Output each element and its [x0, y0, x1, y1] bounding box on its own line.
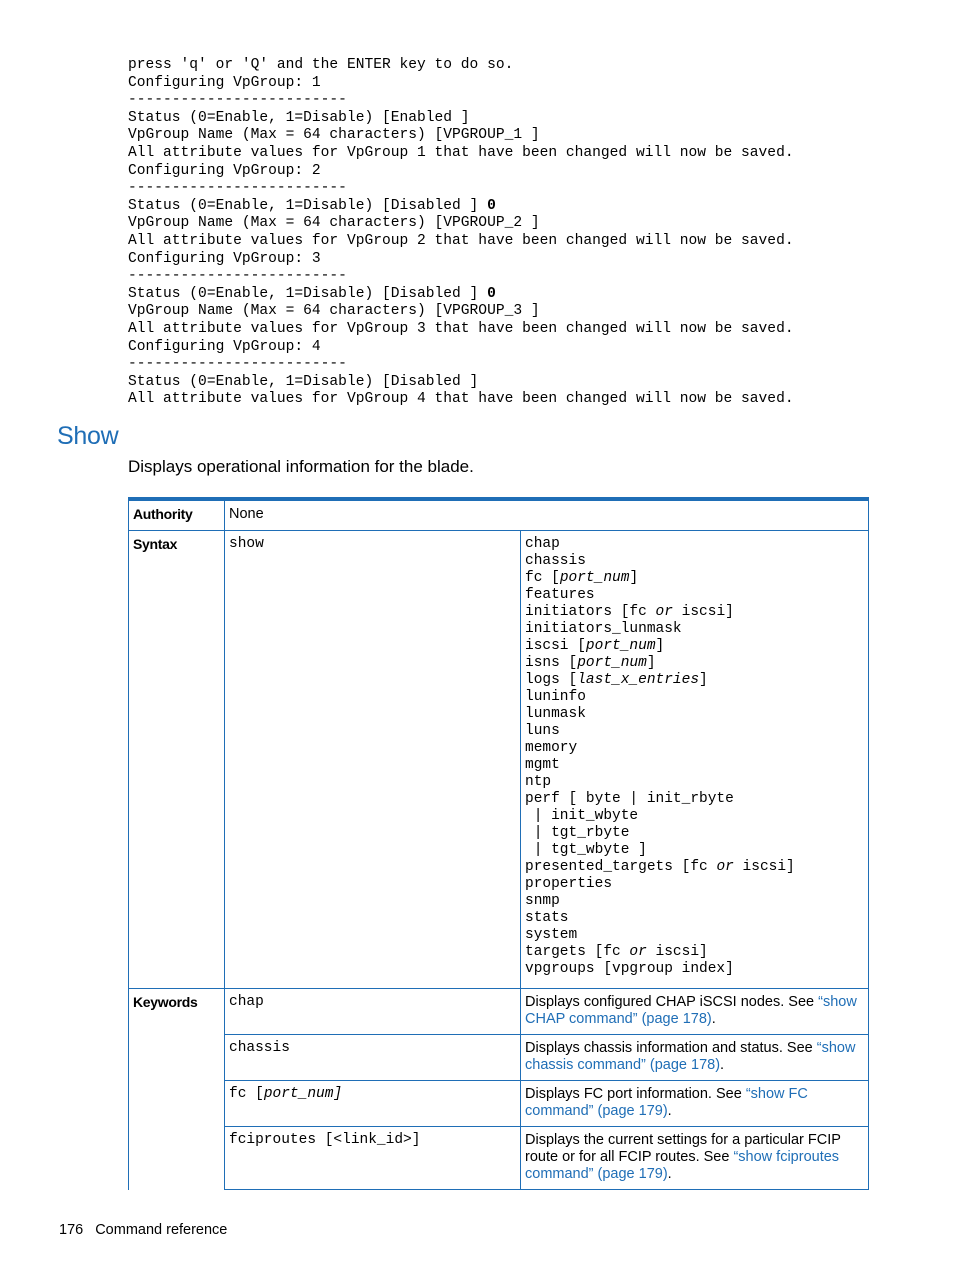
keyword-description: Displays chassis information and status. See “show chassis command” (page 178).: [521, 1035, 869, 1081]
syntax-command: show: [225, 531, 521, 989]
code-line: [128, 127, 794, 145]
keyword-row: [129, 1127, 869, 1190]
syntax-option: lunmask: [525, 706, 586, 722]
syntax-option: isns [port_num]: [525, 655, 656, 671]
syntax-option: snmp: [525, 893, 560, 909]
keyword-row: [129, 1081, 869, 1127]
section-intro: Displays operational information for the blade.: [128, 457, 474, 476]
command-table: [128, 497, 869, 1190]
syntax-option: | init_wbyte: [525, 808, 639, 824]
syntax-row: [129, 531, 869, 989]
code-text: -------------------------: [128, 268, 347, 285]
code-line: [128, 339, 794, 357]
code-line: [128, 145, 794, 163]
syntax-option: fc [port_num]: [525, 570, 639, 586]
syntax-option: mgmt: [525, 757, 560, 773]
section-title: Show: [57, 422, 119, 450]
code-text: Configuring VpGroup: 1: [128, 74, 321, 91]
syntax-option: initiators_lunmask: [525, 621, 682, 637]
syntax-option: luns: [525, 723, 560, 739]
code-text: -------------------------: [128, 92, 347, 109]
syntax-option: initiators [fc or iscsi]: [525, 604, 734, 620]
cross-reference-link[interactable]: “show fciproutes command” (page 179): [525, 1149, 840, 1182]
keyword-description: Displays FC port information. See “show FC command” (page 179).: [521, 1081, 869, 1127]
authority-row: [129, 499, 869, 531]
code-line: [128, 321, 794, 339]
cross-reference-link[interactable]: “show chassis command” (page 178): [525, 1040, 856, 1073]
code-text: All attribute values for VpGroup 4 that have been changed will now be saved.: [128, 391, 794, 408]
code-line: [128, 75, 794, 93]
syntax-option: luninfo: [525, 689, 586, 705]
syntax-option: chassis: [525, 553, 586, 569]
code-text: VpGroup Name (Max = 64 characters) [VPGROUP_3 ]: [128, 303, 540, 320]
syntax-option: iscsi [port_num]: [525, 638, 665, 654]
keyword-row: [129, 1035, 869, 1081]
code-block: [128, 57, 794, 409]
code-text: All attribute values for VpGroup 1 that have been changed will now be saved.: [128, 144, 794, 161]
code-line: [128, 233, 794, 251]
code-text: Configuring VpGroup: 2: [128, 162, 321, 179]
keyword-description: Displays the current settings for a particular FCIP route or for all FCIP routes. See “show fciproutes command” (page 179).: [521, 1127, 869, 1190]
syntax-option: logs [last_x_entries]: [525, 672, 708, 688]
keyword-row: [129, 989, 869, 1035]
code-line: [128, 251, 794, 269]
keyword-name: chassis: [225, 1035, 521, 1081]
syntax-option: targets [fc or iscsi]: [525, 944, 708, 960]
cross-reference-link[interactable]: “show CHAP command” (page 178): [525, 994, 857, 1027]
code-line: [128, 57, 794, 75]
code-line: [128, 303, 794, 321]
code-text: Configuring VpGroup: 4: [128, 338, 321, 355]
code-line: [128, 286, 794, 304]
code-line: [128, 163, 794, 181]
syntax-option: stats: [525, 910, 569, 926]
code-line: [128, 198, 794, 216]
code-text: VpGroup Name (Max = 64 characters) [VPGROUP_2 ]: [128, 215, 540, 232]
code-line: [128, 374, 794, 392]
keyword-description: Displays configured CHAP iSCSI nodes. See “show CHAP command” (page 178).: [521, 989, 869, 1035]
code-text: Configuring VpGroup: 3: [128, 250, 321, 267]
syntax-option: perf [ byte | init_rbyte: [525, 791, 734, 807]
code-text: All attribute values for VpGroup 3 that have been changed will now be saved.: [128, 320, 794, 337]
syntax-option: features: [525, 587, 595, 603]
code-line: [128, 215, 794, 233]
code-line: [128, 180, 794, 198]
cross-reference-link[interactable]: “show FC command” (page 179): [525, 1086, 808, 1119]
syntax-option: | tgt_wbyte ]: [525, 842, 647, 858]
user-input: 0: [487, 285, 496, 302]
keyword-name: fc [port_num]: [225, 1081, 521, 1127]
syntax-option: | tgt_rbyte: [525, 825, 630, 841]
syntax-option: system: [525, 927, 578, 943]
keywords-label: Keywords: [129, 989, 225, 1190]
code-line: [128, 356, 794, 374]
user-input: 0: [487, 197, 496, 214]
code-line: [128, 110, 794, 128]
syntax-option: properties: [525, 876, 613, 892]
footer-section: Command reference: [95, 1222, 228, 1238]
code-text: All attribute values for VpGroup 2 that have been changed will now be saved.: [128, 232, 794, 249]
syntax-option: ntp: [525, 774, 552, 790]
keyword-name: chap: [225, 989, 521, 1035]
syntax-option: chap: [525, 536, 560, 552]
code-text: -------------------------: [128, 180, 347, 197]
authority-label: Authority: [129, 499, 225, 531]
code-text: VpGroup Name (Max = 64 characters) [VPGROUP_1 ]: [128, 127, 540, 144]
page-footer: [59, 1222, 239, 1238]
code-line: [128, 92, 794, 110]
syntax-option: memory: [525, 740, 578, 756]
syntax-options: [521, 531, 869, 989]
page-number: 176: [59, 1222, 84, 1238]
keyword-name: fciproutes [<link_id>]: [225, 1127, 521, 1190]
code-line: [128, 268, 794, 286]
code-text: -------------------------: [128, 356, 347, 373]
code-text: Status (0=Enable, 1=Disable) [Enabled ]: [128, 109, 470, 126]
syntax-label: Syntax: [129, 531, 225, 989]
authority-value: None: [225, 499, 869, 531]
code-text: Status (0=Enable, 1=Disable) [Disabled ]: [128, 373, 479, 390]
code-text: Status (0=Enable, 1=Disable) [Disabled ]: [128, 197, 488, 214]
syntax-option: presented_targets [fc or iscsi]: [525, 859, 795, 875]
code-text: Status (0=Enable, 1=Disable) [Disabled ]: [128, 285, 488, 302]
syntax-option: vpgroups [vpgroup index]: [525, 961, 734, 977]
code-text: press 'q' or 'Q' and the ENTER key to do so.: [128, 57, 514, 73]
code-line: [128, 391, 794, 409]
